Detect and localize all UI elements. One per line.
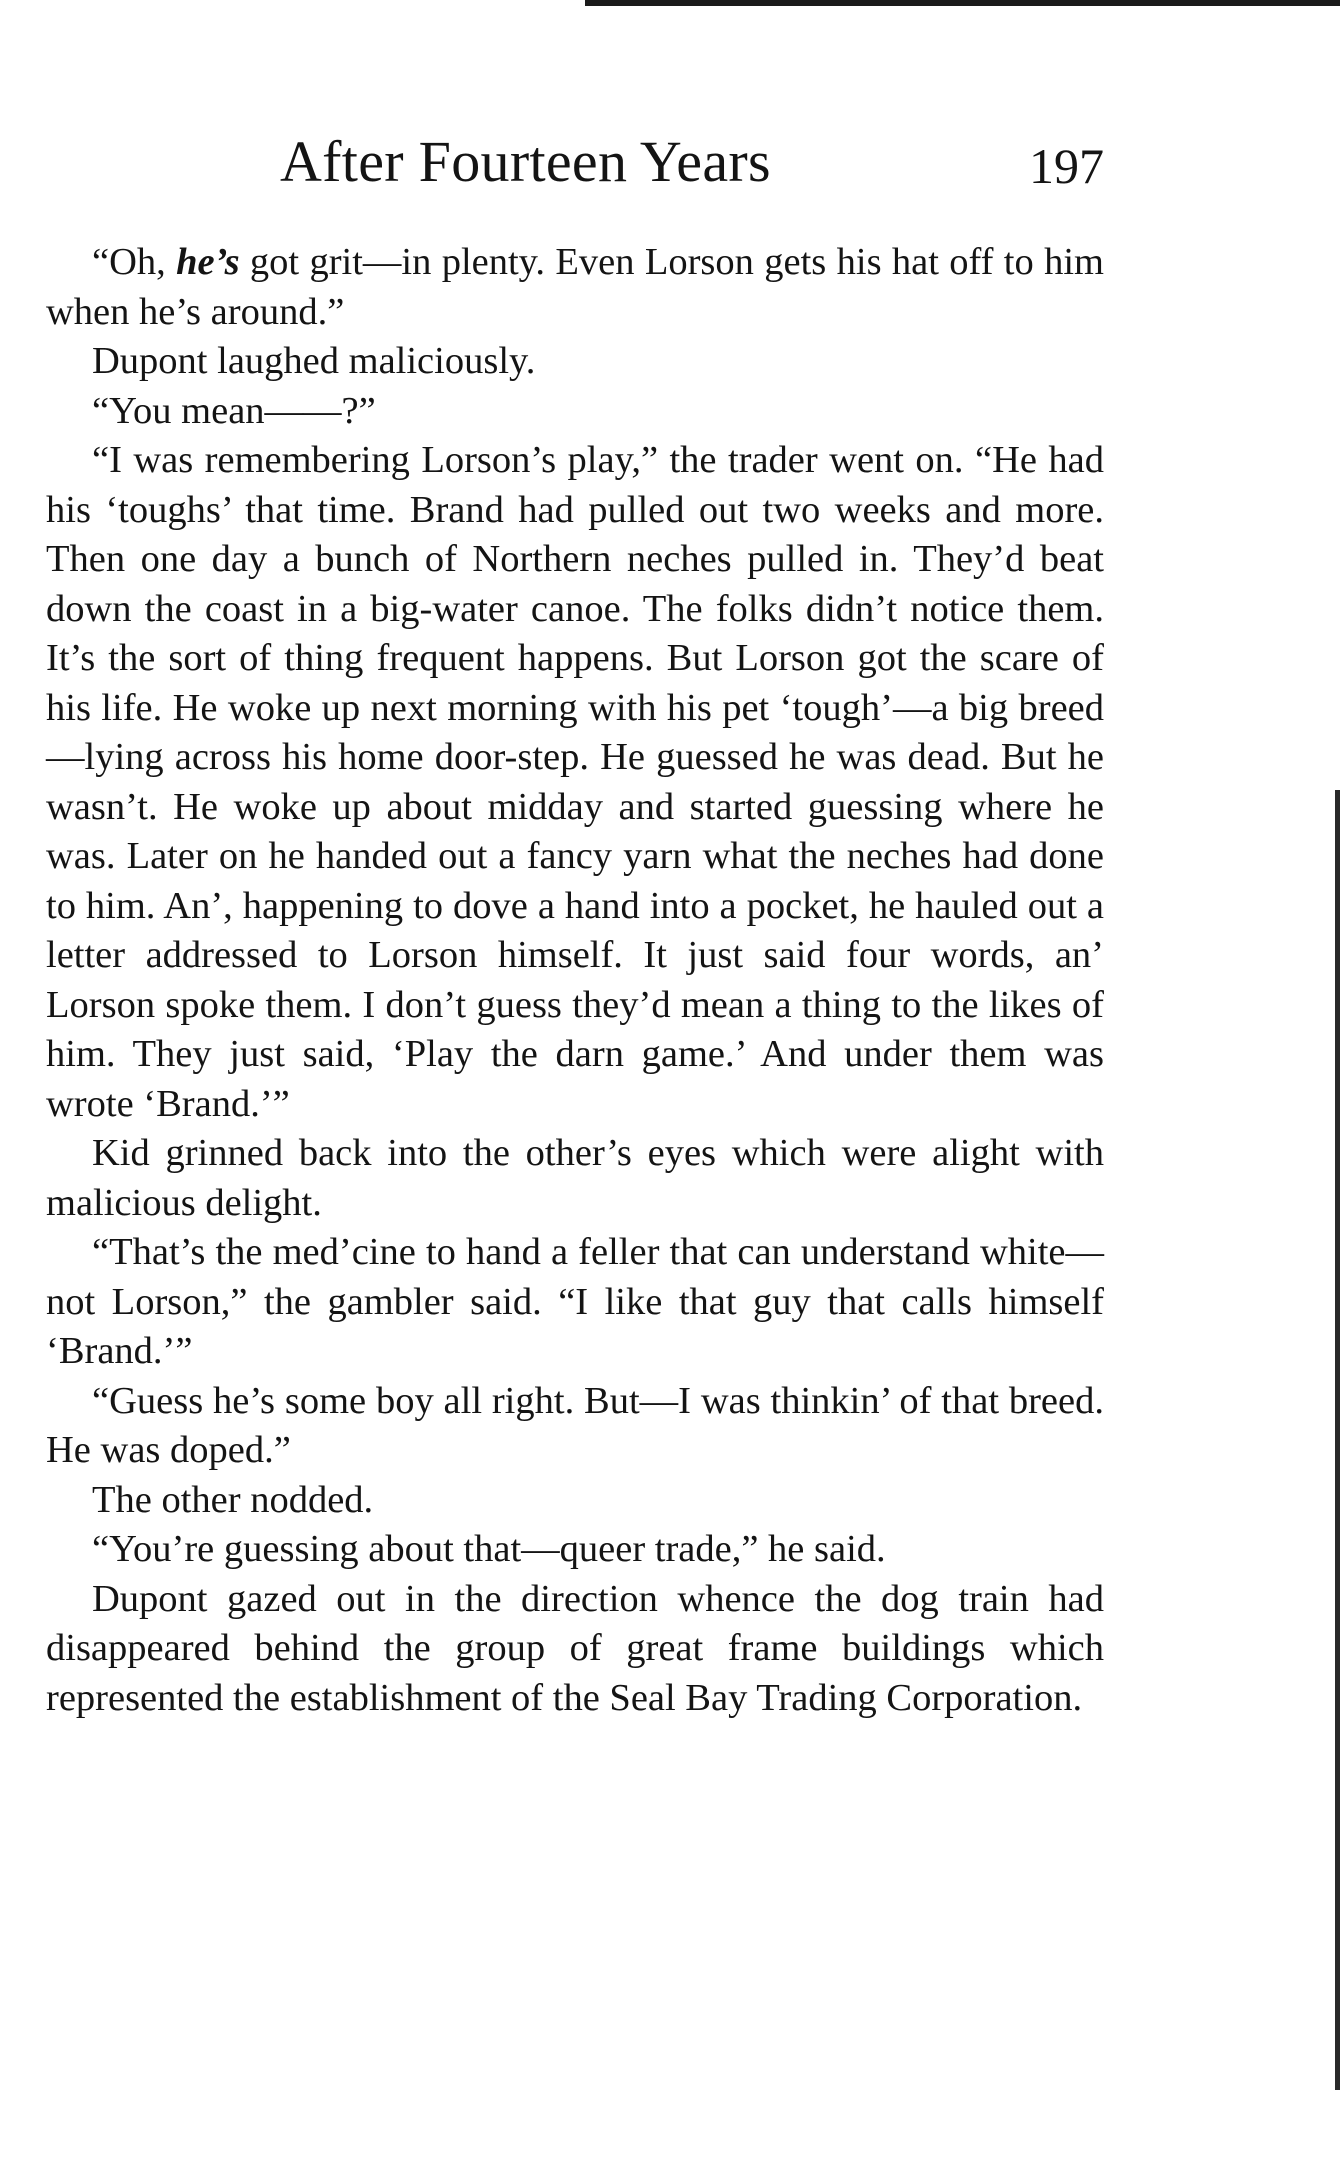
paragraph: Dupont gazed out in the direction whence the dog train had disappeared behind the group of great frame buildings which represented the establishment of the Seal Bay Trading Corporation. — [46, 1577, 1104, 1719]
paragraph: The other nodded. — [92, 1478, 374, 1521]
running-title: After Fourteen Years — [280, 129, 771, 194]
emphasis: he’s — [176, 241, 240, 283]
paragraph: “You’re guessing about that—queer trade,” he said. — [92, 1528, 886, 1570]
top-edge-rule — [585, 0, 1340, 6]
paragraph: Kid grinned back into the other’s eyes which were alight with malicious delight. — [46, 1132, 1104, 1224]
paragraph: “Guess he’s some boy all right. But—I was thinkin’ of that breed. He was doped.” — [46, 1379, 1104, 1471]
body-text — [46, 238, 1104, 1723]
book-page — [46, 126, 1104, 1723]
page-edge-shadow — [1335, 790, 1340, 2090]
paragraph: “That’s the med’cine to hand a feller that can understand white—not Lorson,” the gambler said. “I like that guy that calls himself ‘Brand.’” — [46, 1231, 1104, 1372]
paragraph: Dupont laughed maliciously. — [92, 340, 536, 382]
page-number: 197 — [1029, 138, 1104, 194]
paragraph: “You mean——?” — [92, 389, 376, 432]
paragraph: “I was remembering Lorson’s play,” the trader went on. “He had his ‘toughs’ that time. Brand had pulled out two weeks and more. Then one day a bunch of Northern neches pulled in. They’d beat down the coast in a big-water canoe. The folks didn’t notice them. It’s the sort of thing frequent happens. But Lorson got the scare of his life. He woke up next morning with his pet ‘tough’—a big breed—lying across his home door-step. He guessed he was dead. But he wasn’t. He woke up about midday and started guessing where he was. Later on he handed out a fancy yarn what the neches had done to him. An’, happening to dove a hand into a pocket, he hauled out a letter addressed to Lorson himself. It just said four words, an’ Lorson spoke them. I don’t guess they’d mean a thing to the likes of him. They just said, ‘Play the darn game.’ And under them was wrote ‘Brand.’” — [46, 439, 1104, 1125]
paragraph: “Oh, he’s got grit—in plenty. Even Lorson gets his hat off to him when he’s around.” — [46, 241, 1104, 333]
running-head — [46, 126, 1104, 198]
